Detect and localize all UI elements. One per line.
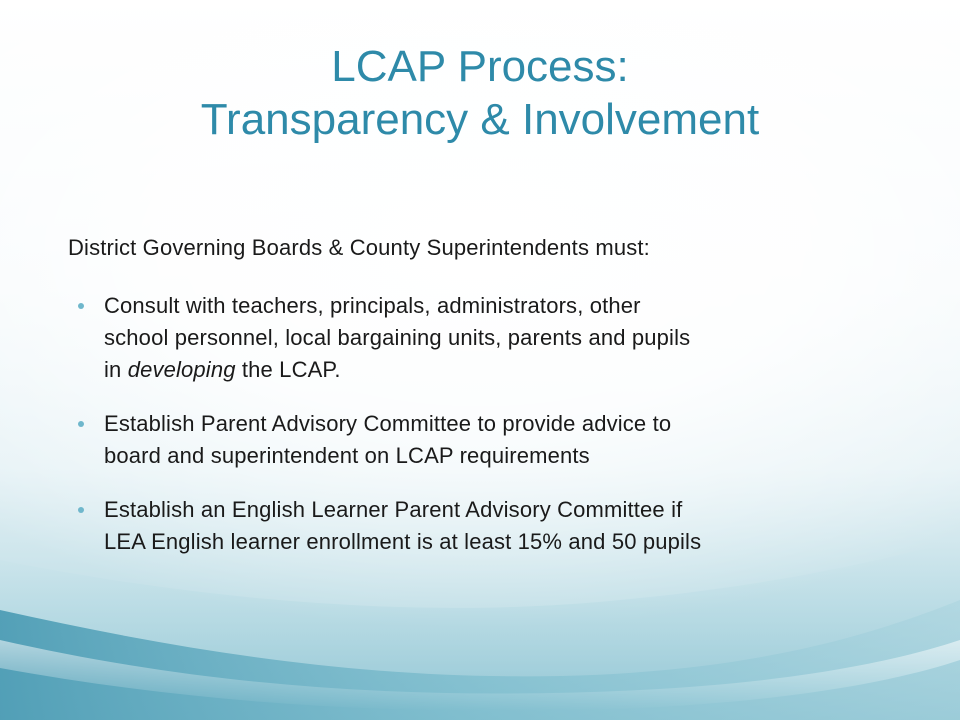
bullet-dot-icon [78, 303, 84, 309]
bullet-text-emphasis: developing [127, 357, 236, 382]
bullet-line: Establish an English Learner Parent Advisory Committee if [104, 497, 683, 522]
slide-title [0, 40, 960, 146]
bullet-line: LEA English learner enrollment is at least 15% and 50 pupils [104, 529, 702, 554]
bullet-dot-icon [78, 507, 84, 513]
bullet-text-pre: in [104, 357, 128, 382]
bullet-line: Consult with teachers, principals, administrators, other [104, 293, 641, 318]
bullet-line [104, 354, 908, 386]
bullet-line: board and superintendent on LCAP requirements [104, 443, 590, 468]
bullet-item-consult [68, 290, 908, 386]
bullet-line: Establish Parent Advisory Committee to provide advice to [104, 411, 672, 436]
title-line-1: LCAP Process: [331, 42, 629, 91]
bullet-item-english-learner [68, 494, 908, 558]
bullet-list [68, 290, 908, 580]
title-line-2: Transparency & Involvement [200, 95, 760, 144]
bullet-item-parent-advisory [68, 408, 908, 472]
bullet-dot-icon [78, 421, 84, 427]
bullet-text-post: the LCAP. [235, 357, 341, 382]
bullet-line: school personnel, local bargaining units, parents and pupils [104, 325, 691, 350]
intro-text: District Governing Boards & County Superintendents must: [68, 235, 650, 260]
